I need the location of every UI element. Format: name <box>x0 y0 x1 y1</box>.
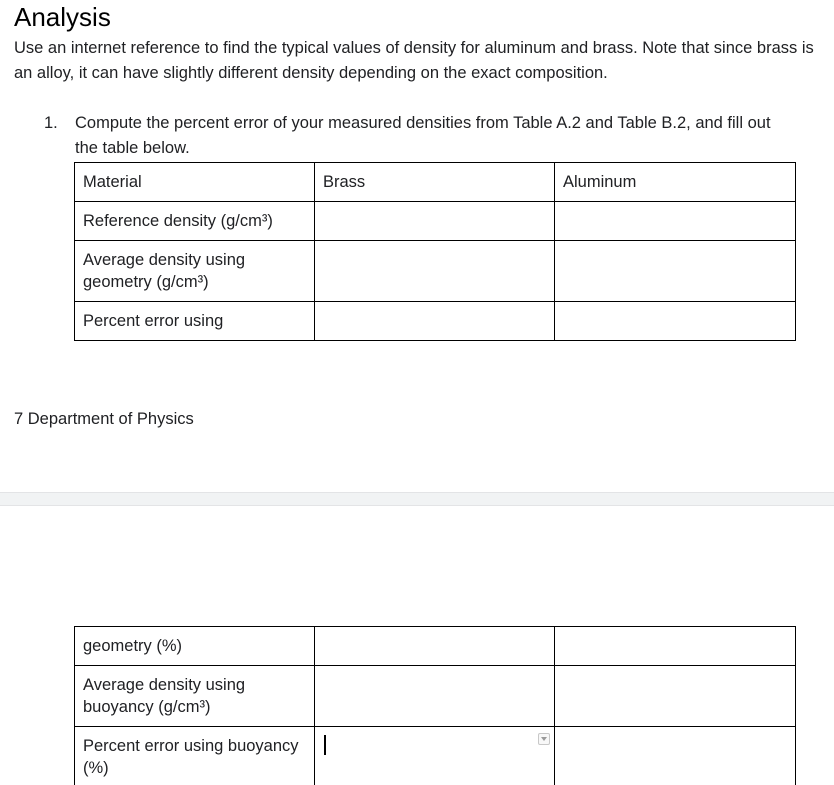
list-number: 1. <box>44 114 58 132</box>
table-cell[interactable] <box>555 302 796 341</box>
table-cell[interactable]: Reference density (g/cm³) <box>75 202 315 241</box>
document-page-2 <box>0 506 834 785</box>
table-cell[interactable]: Percent error using buoyancy (%) <box>75 727 315 785</box>
table-header-row <box>75 163 796 202</box>
page-footer: 7 Department of Physics <box>14 410 194 428</box>
table-cell[interactable] <box>555 666 796 727</box>
table-cell[interactable] <box>315 302 555 341</box>
table-row <box>75 302 796 341</box>
density-table <box>74 162 796 341</box>
table-row <box>75 241 796 302</box>
table-cell[interactable] <box>555 202 796 241</box>
chevron-down-icon[interactable] <box>538 733 550 745</box>
page-title: Analysis <box>14 2 111 32</box>
table-cell[interactable]: Percent error using <box>75 302 315 341</box>
table-row <box>75 202 796 241</box>
density-table-continued <box>74 626 796 785</box>
active-table-cell[interactable] <box>315 727 555 785</box>
table-row <box>75 627 796 666</box>
table-row <box>75 727 796 785</box>
table-cell[interactable] <box>555 627 796 666</box>
table-cell[interactable] <box>555 727 796 785</box>
table-header-cell[interactable]: Brass <box>315 163 555 202</box>
table-cell[interactable] <box>315 627 555 666</box>
table-header-cell[interactable]: Material <box>75 163 315 202</box>
table-cell[interactable]: Average density using geometry (g/cm³) <box>75 241 315 302</box>
page-break <box>0 492 834 506</box>
table-cell[interactable] <box>315 666 555 727</box>
text-cursor <box>324 735 326 755</box>
intro-paragraph[interactable]: Use an internet reference to find the typical values of density for aluminum and brass. Note that since brass is an alloy, it can have slightly different density depending on the exact composition. <box>14 39 814 82</box>
table-row <box>75 666 796 727</box>
table-cell[interactable] <box>315 241 555 302</box>
table-cell[interactable]: geometry (%) <box>75 627 315 666</box>
table-header-cell[interactable]: Aluminum <box>555 163 796 202</box>
table-cell[interactable]: Average density using buoyancy (g/cm³) <box>75 666 315 727</box>
table-cell[interactable] <box>315 202 555 241</box>
question-text[interactable]: Compute the percent error of your measured densities from Table A.2 and Table B.2, and fill out the table below. <box>75 114 771 157</box>
table-cell[interactable] <box>555 241 796 302</box>
